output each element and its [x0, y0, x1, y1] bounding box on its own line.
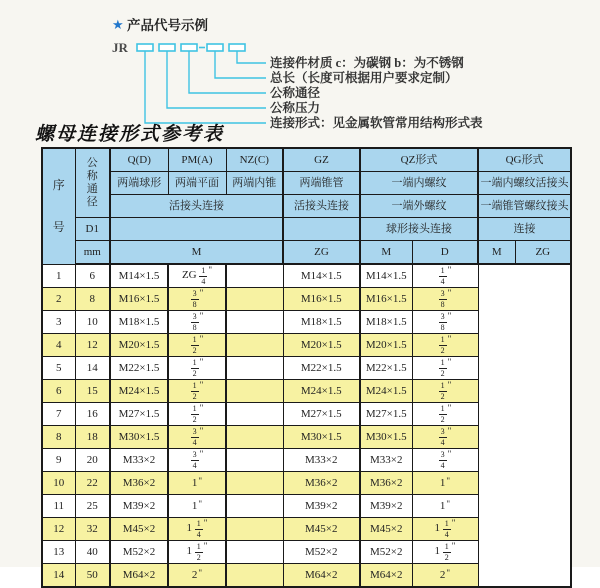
cell-qz-m — [226, 426, 283, 449]
cell-qz-d: M39×2 — [283, 495, 360, 518]
cell-qz-d: M20×1.5 — [283, 334, 360, 357]
cell-seq: 12 — [42, 518, 75, 541]
cell-qz-m — [226, 541, 283, 564]
cell-qg-zg: $\frac{1}{2}$ " — [412, 357, 478, 380]
label-length: 总长（长度可根据用户要求定制） — [270, 71, 458, 85]
cell-dn: 25 — [75, 495, 110, 518]
header-unit-zg: ZG — [283, 241, 360, 265]
cell-qg-zg: $\frac{3}{4}$ " — [412, 449, 478, 472]
cell-qz-m — [226, 357, 283, 380]
nut-connection-table — [41, 147, 572, 588]
table-row — [42, 334, 571, 357]
cell-qz-m — [226, 311, 283, 334]
header-empty-m — [110, 218, 283, 241]
cell-qg-m: M16×1.5 — [360, 288, 412, 311]
header-unit-m: M — [110, 241, 283, 265]
header-qd: Q(D) — [110, 148, 168, 172]
label-connection: 连接形式：见金属软管常用结构形式表 — [270, 116, 483, 130]
cell-qg-m: M64×2 — [360, 564, 412, 588]
cell-seq: 14 — [42, 564, 75, 588]
cell-qg-zg: $\frac{3}{4}$ " — [412, 426, 478, 449]
cell-qg-m: M30×1.5 — [360, 426, 412, 449]
cell-seq: 10 — [42, 472, 75, 495]
table-row — [42, 264, 571, 288]
cell-m: M33×2 — [110, 449, 168, 472]
table-row — [42, 541, 571, 564]
header-unit-qg-m: M — [478, 241, 515, 265]
cell-dn: 8 — [75, 288, 110, 311]
cell-m: M20×1.5 — [110, 334, 168, 357]
cell-seq: 8 — [42, 426, 75, 449]
cell-dn: 15 — [75, 380, 110, 403]
cell-qg-m: M24×1.5 — [360, 380, 412, 403]
cell-seq: 9 — [42, 449, 75, 472]
cell-qz-m — [226, 564, 283, 588]
label-pressure: 公称压力 — [270, 101, 321, 115]
table-row — [42, 472, 571, 495]
header-gz-sub: 两端锥管 — [283, 172, 360, 195]
cell-qz-d: M33×2 — [283, 449, 360, 472]
code-box — [159, 44, 175, 51]
cell-qz-d: M36×2 — [283, 472, 360, 495]
header-qg-row2: 一端内螺纹活接头 — [478, 172, 571, 195]
header-nz-sub: 两端内锥 — [226, 172, 283, 195]
header-qz-row4: 球形接头连接 — [360, 218, 478, 241]
cell-dn: 18 — [75, 426, 110, 449]
header-nz: NZ(C) — [226, 148, 283, 172]
header-qg-row3: 一端锥管螺纹接头 — [478, 195, 571, 218]
cell-m: M36×2 — [110, 472, 168, 495]
cell-qg-m: M14×1.5 — [360, 264, 412, 288]
cell-qg-zg: $\frac{1}{2}$ " — [412, 403, 478, 426]
cell-qz-d: M52×2 — [283, 541, 360, 564]
cell-qz-m — [226, 495, 283, 518]
cell-qg-m: M22×1.5 — [360, 357, 412, 380]
cell-dn: 40 — [75, 541, 110, 564]
cell-qz-m — [226, 472, 283, 495]
cell-m: M18×1.5 — [110, 311, 168, 334]
header-qz-row2: 一端内螺纹 — [360, 172, 478, 195]
cell-m: M30×1.5 — [110, 426, 168, 449]
diagram-title: 产品代号示例 — [127, 18, 208, 33]
connector-line — [145, 51, 266, 123]
connector-lines — [145, 51, 266, 123]
connector-line — [167, 51, 266, 108]
table-row — [42, 426, 571, 449]
cell-qg-zg: 1" — [412, 472, 478, 495]
cell-m: M27×1.5 — [110, 403, 168, 426]
header-diameter — [75, 148, 110, 218]
table-row — [42, 449, 571, 472]
header-unit-qz-m: M — [360, 241, 412, 265]
cell-qg-m: M52×2 — [360, 541, 412, 564]
table-row — [42, 564, 571, 588]
cell-zg: ZG $\frac{1}{4}$ " — [168, 264, 226, 288]
cell-seq: 1 — [42, 264, 75, 288]
header-gz-row3: 活接头连接 — [283, 195, 360, 218]
cell-zg: $\frac{1}{2}$ " — [168, 334, 226, 357]
cell-qg-zg: 1 $\frac{1}{4}$ " — [412, 518, 478, 541]
code-box — [207, 44, 223, 51]
cell-m: M45×2 — [110, 518, 168, 541]
cell-dn: 14 — [75, 357, 110, 380]
header-pm: PM(A) — [168, 148, 226, 172]
cell-qz-d: M22×1.5 — [283, 357, 360, 380]
cell-qg-zg: 2" — [412, 564, 478, 588]
table-row — [42, 380, 571, 403]
code-box — [181, 44, 197, 51]
cell-seq: 5 — [42, 357, 75, 380]
cell-zg: 1" — [168, 495, 226, 518]
cell-qz-d: M14×1.5 — [283, 264, 360, 288]
table-header — [42, 148, 571, 264]
header-seq — [42, 148, 75, 264]
cell-qz-m — [226, 288, 283, 311]
cell-qg-zg: 1" — [412, 495, 478, 518]
table-row — [42, 495, 571, 518]
cell-dn: 50 — [75, 564, 110, 588]
cell-zg: 1" — [168, 472, 226, 495]
table-row — [42, 288, 571, 311]
header-mm: mm — [75, 241, 110, 265]
cell-m: M39×2 — [110, 495, 168, 518]
cell-qz-d: M24×1.5 — [283, 380, 360, 403]
cell-seq: 3 — [42, 311, 75, 334]
label-material: 连接件材质 c：为碳钢 b：为不锈钢 — [270, 56, 464, 70]
cell-qg-zg: $\frac{1}{2}$ " — [412, 380, 478, 403]
cell-qg-m: M18×1.5 — [360, 311, 412, 334]
diagram-labels — [270, 55, 483, 130]
header-qz-row3: 一端外螺纹 — [360, 195, 478, 218]
cell-qz-d: M45×2 — [283, 518, 360, 541]
cell-qg-m: M33×2 — [360, 449, 412, 472]
cell-qz-m — [226, 264, 283, 288]
cell-zg: 1 $\frac{1}{2}$ " — [168, 541, 226, 564]
cell-dn: 6 — [75, 264, 110, 288]
code-box — [137, 44, 153, 51]
cell-qg-m: M27×1.5 — [360, 403, 412, 426]
table-row — [42, 357, 571, 380]
header-qd-sub: 两端球形 — [110, 172, 168, 195]
header-unit-qz-d: D — [412, 241, 478, 265]
code-prefix: JR — [112, 40, 128, 55]
table-title: 螺母连接形式参考表 — [35, 124, 225, 145]
connector-line — [189, 51, 266, 93]
cell-seq: 13 — [42, 541, 75, 564]
cell-qz-d: M30×1.5 — [283, 426, 360, 449]
connector-line — [237, 51, 266, 63]
cell-dn: 20 — [75, 449, 110, 472]
header-qg: QG形式 — [478, 148, 571, 172]
cell-m: M16×1.5 — [110, 288, 168, 311]
cell-zg: $\frac{1}{2}$ " — [168, 380, 226, 403]
cell-zg: $\frac{3}{4}$ " — [168, 449, 226, 472]
header-union-connect: 活接头连接 — [110, 195, 283, 218]
cell-qz-d: M18×1.5 — [283, 311, 360, 334]
cell-seq: 4 — [42, 334, 75, 357]
code-boxes — [137, 44, 245, 51]
cell-zg: $\frac{1}{2}$ " — [168, 403, 226, 426]
label-diameter: 公称通径 — [270, 86, 321, 100]
cell-qz-d: M27×1.5 — [283, 403, 360, 426]
cell-qz-m — [226, 403, 283, 426]
cell-qg-zg: 1 $\frac{1}{2}$ " — [412, 541, 478, 564]
header-gz: GZ — [283, 148, 360, 172]
cell-qg-m: M36×2 — [360, 472, 412, 495]
cell-qz-m — [226, 334, 283, 357]
header-seq-label: 序 号 — [52, 178, 65, 235]
cell-dn: 22 — [75, 472, 110, 495]
cell-zg: $\frac{3}{4}$ " — [168, 426, 226, 449]
header-empty-gz — [283, 218, 360, 241]
header-pm-sub: 两端平面 — [168, 172, 226, 195]
table-row — [42, 311, 571, 334]
cell-qz-d: M16×1.5 — [283, 288, 360, 311]
cell-qg-m: M20×1.5 — [360, 334, 412, 357]
cell-zg: $\frac{3}{8}$ " — [168, 311, 226, 334]
cell-zg: 2" — [168, 564, 226, 588]
header-qz: QZ形式 — [360, 148, 478, 172]
cell-qg-zg: $\frac{3}{8}$ " — [412, 311, 478, 334]
cell-seq: 11 — [42, 495, 75, 518]
cell-seq: 2 — [42, 288, 75, 311]
cell-qz-m — [226, 449, 283, 472]
cell-dn: 12 — [75, 334, 110, 357]
cell-seq: 7 — [42, 403, 75, 426]
table-body — [42, 264, 571, 587]
cell-zg: 1 $\frac{1}{4}$ " — [168, 518, 226, 541]
code-box — [229, 44, 245, 51]
cell-qz-m — [226, 380, 283, 403]
cell-qg-m: M39×2 — [360, 495, 412, 518]
cell-dn: 10 — [75, 311, 110, 334]
star-icon: ★ — [112, 17, 124, 32]
header-d1: D1 — [75, 218, 110, 241]
header-diameter-label: 公 称 通 径 — [86, 157, 98, 208]
cell-qg-zg: $\frac{1}{4}$ " — [412, 264, 478, 288]
cell-dn: 16 — [75, 403, 110, 426]
cell-zg: $\frac{3}{8}$ " — [168, 288, 226, 311]
cell-zg: $\frac{1}{2}$ " — [168, 357, 226, 380]
cell-m: M52×2 — [110, 541, 168, 564]
cell-qg-zg: $\frac{1}{2}$ " — [412, 334, 478, 357]
cell-m: M14×1.5 — [110, 264, 168, 288]
cell-m: M22×1.5 — [110, 357, 168, 380]
cell-qg-m: M45×2 — [360, 518, 412, 541]
header-qg-row4: 连接 — [478, 218, 571, 241]
table-row — [42, 403, 571, 426]
header-unit-qg-zg: ZG — [515, 241, 571, 265]
cell-qg-zg: $\frac{3}{8}$ " — [412, 288, 478, 311]
table-row — [42, 518, 571, 541]
connector-line — [215, 51, 266, 78]
cell-m: M24×1.5 — [110, 380, 168, 403]
product-code-diagram — [0, 0, 600, 135]
cell-qz-m — [226, 518, 283, 541]
cell-seq: 6 — [42, 380, 75, 403]
cell-m: M64×2 — [110, 564, 168, 588]
cell-qz-d: M64×2 — [283, 564, 360, 588]
cell-dn: 32 — [75, 518, 110, 541]
